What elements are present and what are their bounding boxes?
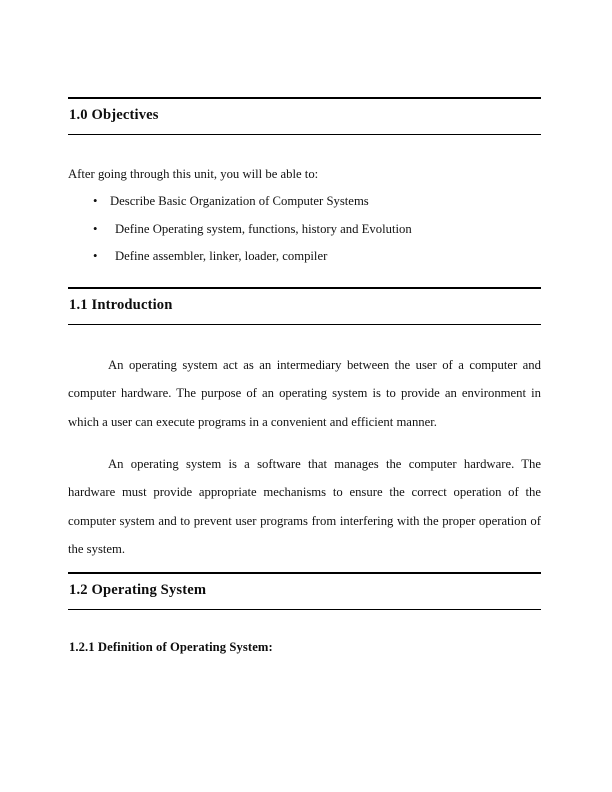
subheading-definition-of-operating-system: 1.2.1 Definition of Operating System: (69, 640, 273, 654)
heading-rule-bottom-operating-system (68, 609, 541, 610)
list-item (68, 216, 541, 244)
heading-introduction: 1.1 Introduction (69, 297, 173, 313)
list-item (68, 243, 541, 271)
introduction-paragraph-1: An operating system act as an intermediary between the user of a computer and computer hardware. The purpose of an operating system is to provide an environment in which a user can execute programs in a convenient and efficient manner. (68, 358, 541, 429)
subheading-definition-wrap (68, 641, 541, 654)
list-item (68, 188, 541, 216)
bullet-list (68, 188, 541, 271)
introduction-paragraph-2-wrap (68, 450, 541, 563)
section-introduction (68, 287, 541, 325)
objectives-intro-line (68, 160, 541, 188)
heading-objectives: 1.0 Objectives (69, 107, 159, 123)
list-item-label: Describe Basic Organization of Computer Systems (110, 194, 369, 208)
section-operating-system (68, 572, 541, 610)
bullet-dot-icon: • (93, 221, 98, 236)
heading-rule-bottom-objectives (68, 134, 541, 135)
bullet-dot-icon: • (93, 249, 98, 263)
introduction-paragraph-1-wrap (68, 351, 541, 436)
introduction-paragraph-2: An operating system is a software that manages the computer hardware. The hardware must provide appropriate mechanisms to ensure the correct operation of the computer system and to prevent user programs from interfering with the proper operation of the system. (68, 457, 541, 556)
heading-operating-system: 1.2 Operating System (69, 582, 207, 598)
list-item-label: Define Operating system, functions, history and Evolution (115, 221, 412, 236)
list-item-label: Define assembler, linker, loader, compiler (115, 249, 328, 263)
objectives-bullet-list (68, 188, 541, 271)
bullet-dot-icon: • (93, 194, 98, 208)
section-objectives (68, 97, 541, 135)
objectives-intro-text: After going through this unit, you will be able to: (68, 167, 319, 181)
heading-rule-bottom-introduction (68, 324, 541, 325)
